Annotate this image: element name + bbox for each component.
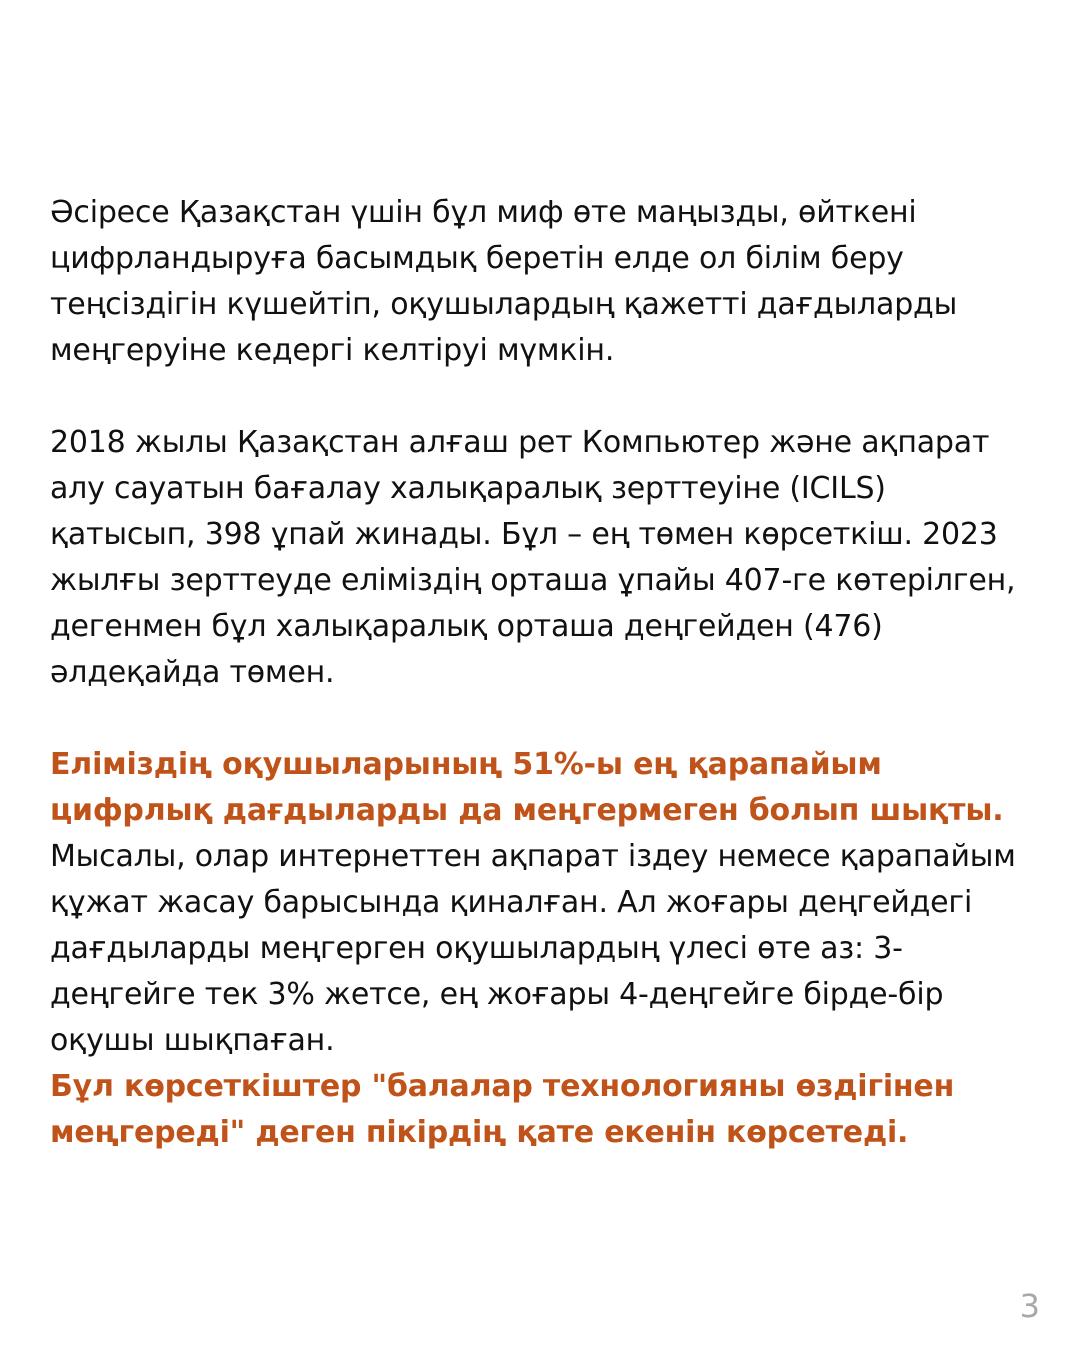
paragraph-spacer <box>50 696 1040 742</box>
highlight-conclusion: Бұл көрсеткіштер "балалар технологияны өздігінен меңгереді" деген пікірдің қате екенін көрсетеді. <box>50 1069 955 1150</box>
page-number: 3 <box>1019 1287 1040 1325</box>
article-body <box>50 190 1040 1156</box>
paragraph-skills-details: Мысалы, олар интернеттен ақпарат іздеу немесе қарапайым құжат жасау барысында қиналған. Ал жоғары деңгейдегі дағдыларды меңгерген оқушылардың үлесі өте аз: 3-деңгейге тек 3% жетсе, ең жоғары 4-деңгейге бірде-бір оқушы шықпаған. <box>50 839 1016 1058</box>
paragraph-icils-results: 2018 жылы Қазақстан алғаш рет Компьютер және ақпарат алу сауатын бағалау халықаралық зерттеуіне (ICILS) қатысып, 398 ұпай жинады. Бұл – ең төмен көрсеткіш. 2023 жылғы зерттеуде еліміздің орташа ұпайы 407-ге көтерілген, дегенмен бұл халықаралық орташа деңгейден (476) әлдеқайда төмен. <box>50 425 1016 690</box>
highlight-statistic: Еліміздің оқушыларының 51%-ы ең қарапайым цифрлық дағдыларды да меңгермеген болып шықты. <box>50 747 1004 828</box>
paragraph-myth-importance: Әсіресе Қазақстан үшін бұл миф өте маңызды, өйткені цифрландыруға басымдық беретін елде ол білім беру теңсіздігін күшейтіп, оқушылардың қажетті дағдыларды меңгеруіне кедергі келтіруі мүмкін. <box>50 195 958 368</box>
paragraph-spacer <box>50 374 1040 420</box>
paragraph-digital-skills <box>50 742 1040 1156</box>
